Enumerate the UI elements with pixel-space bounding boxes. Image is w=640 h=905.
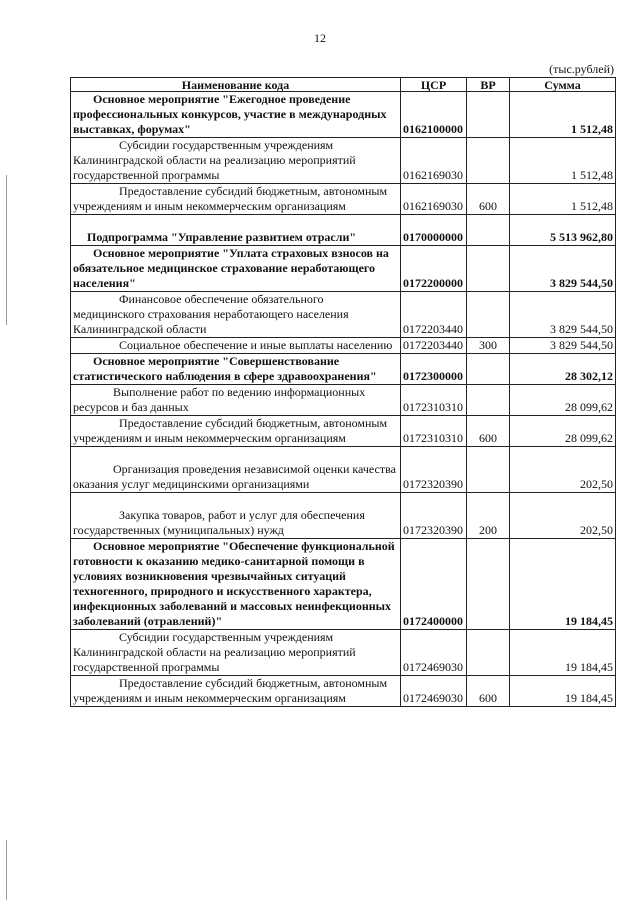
row-name: Подпрограмма "Управление развитием отрасли" — [71, 215, 401, 246]
table-row — [71, 184, 616, 215]
row-vr — [467, 354, 510, 385]
table-row — [71, 138, 616, 184]
row-name: Предоставление субсидий бюджетным, автономным учреждениям и иным некоммерческим организациям — [71, 416, 401, 447]
units-label: (тыс.рублей) — [549, 62, 614, 76]
row-vr — [467, 215, 510, 246]
row-csr: 0172310310 — [401, 416, 467, 447]
row-sum: 3 829 544,50 — [510, 338, 616, 354]
row-csr: 0172400000 — [401, 539, 467, 630]
row-sum: 202,50 — [510, 447, 616, 493]
page-number: 12 — [314, 31, 326, 45]
row-vr: 600 — [467, 416, 510, 447]
table-header-row — [71, 78, 616, 92]
row-name: Закупка товаров, работ и услуг для обеспечения государственных (муниципальных) нужд — [71, 493, 401, 539]
row-csr: 0172310310 — [401, 385, 467, 416]
row-name: Основное мероприятие "Ежегодное проведение профессиональных конкурсов, участие в международных выставках, форумах" — [71, 92, 401, 138]
row-sum: 1 512,48 — [510, 138, 616, 184]
table-row — [71, 246, 616, 292]
row-name: Социальное обеспечение и иные выплаты населению — [71, 338, 401, 354]
row-vr: 600 — [467, 676, 510, 707]
row-sum: 19 184,45 — [510, 676, 616, 707]
table-row — [71, 493, 616, 539]
row-name: Основное мероприятие "Совершенствование статистического наблюдения в сфере здравоохранения" — [71, 354, 401, 385]
header-name: Наименование кода — [71, 78, 401, 92]
row-sum: 28 099,62 — [510, 385, 616, 416]
row-csr: 0162169030 — [401, 138, 467, 184]
row-vr — [467, 138, 510, 184]
row-sum: 1 512,48 — [510, 184, 616, 215]
row-csr: 0170000000 — [401, 215, 467, 246]
row-name: Выполнение работ по ведению информационных ресурсов и баз данных — [71, 385, 401, 416]
row-name: Организация проведения независимой оценки качества оказания услуг медицинскими организациями — [71, 447, 401, 493]
row-name: Основное мероприятие "Уплата страховых взносов на обязательное медицинское страхование неработающего населения" — [71, 246, 401, 292]
row-sum: 1 512,48 — [510, 92, 616, 138]
table-row — [71, 92, 616, 138]
row-sum: 3 829 544,50 — [510, 246, 616, 292]
table-row — [71, 354, 616, 385]
table-row — [71, 447, 616, 493]
row-name: Основное мероприятие "Обеспечение функциональной готовности к оказанию медико-санитарной помощи в условиях возникновения чрезвычайных ситуаций техногенного, природного и искусственного характера, инфекционных заболеваний и массовых неинфекционных заболеваний (отравлений)" — [71, 539, 401, 630]
row-sum: 19 184,45 — [510, 539, 616, 630]
row-csr: 0172469030 — [401, 630, 467, 676]
row-name: Субсидии государственным учреждениям Калининградской области на реализацию мероприятий государственной программы — [71, 630, 401, 676]
row-vr — [467, 385, 510, 416]
table-row — [71, 385, 616, 416]
row-sum: 3 829 544,50 — [510, 292, 616, 338]
table-row — [71, 338, 616, 354]
table-row — [71, 539, 616, 630]
row-sum: 28 099,62 — [510, 416, 616, 447]
row-name: Финансовое обеспечение обязательного медицинского страхования неработающего населения Калининградской области — [71, 292, 401, 338]
row-vr — [467, 539, 510, 630]
row-csr: 0172320390 — [401, 493, 467, 539]
row-sum: 5 513 962,80 — [510, 215, 616, 246]
budget-table — [70, 77, 616, 707]
row-csr: 0162100000 — [401, 92, 467, 138]
table-row — [71, 215, 616, 246]
row-sum: 28 302,12 — [510, 354, 616, 385]
row-csr: 0172320390 — [401, 447, 467, 493]
row-csr: 0172469030 — [401, 676, 467, 707]
binding-margin-line — [6, 175, 7, 325]
row-vr: 600 — [467, 184, 510, 215]
row-vr — [467, 92, 510, 138]
table-row — [71, 676, 616, 707]
header-csr: ЦСР — [401, 78, 467, 92]
row-vr — [467, 630, 510, 676]
row-csr: 0162169030 — [401, 184, 467, 215]
row-sum: 19 184,45 — [510, 630, 616, 676]
row-vr — [467, 246, 510, 292]
table-row — [71, 292, 616, 338]
table-row — [71, 416, 616, 447]
row-csr: 0172200000 — [401, 246, 467, 292]
row-name: Предоставление субсидий бюджетным, автономным учреждениям и иным некоммерческим организациям — [71, 676, 401, 707]
row-name: Субсидии государственным учреждениям Калининградской области на реализацию мероприятий государственной программы — [71, 138, 401, 184]
row-csr: 0172203440 — [401, 338, 467, 354]
row-name: Предоставление субсидий бюджетным, автономным учреждениям и иным некоммерческим организациям — [71, 184, 401, 215]
row-csr: 0172300000 — [401, 354, 467, 385]
header-sum: Сумма — [510, 78, 616, 92]
row-vr — [467, 447, 510, 493]
row-vr — [467, 292, 510, 338]
row-sum: 202,50 — [510, 493, 616, 539]
header-vr: ВР — [467, 78, 510, 92]
row-vr: 200 — [467, 493, 510, 539]
table-row — [71, 630, 616, 676]
table-body — [71, 92, 616, 707]
row-csr: 0172203440 — [401, 292, 467, 338]
binding-margin-line — [6, 840, 7, 900]
row-vr: 300 — [467, 338, 510, 354]
